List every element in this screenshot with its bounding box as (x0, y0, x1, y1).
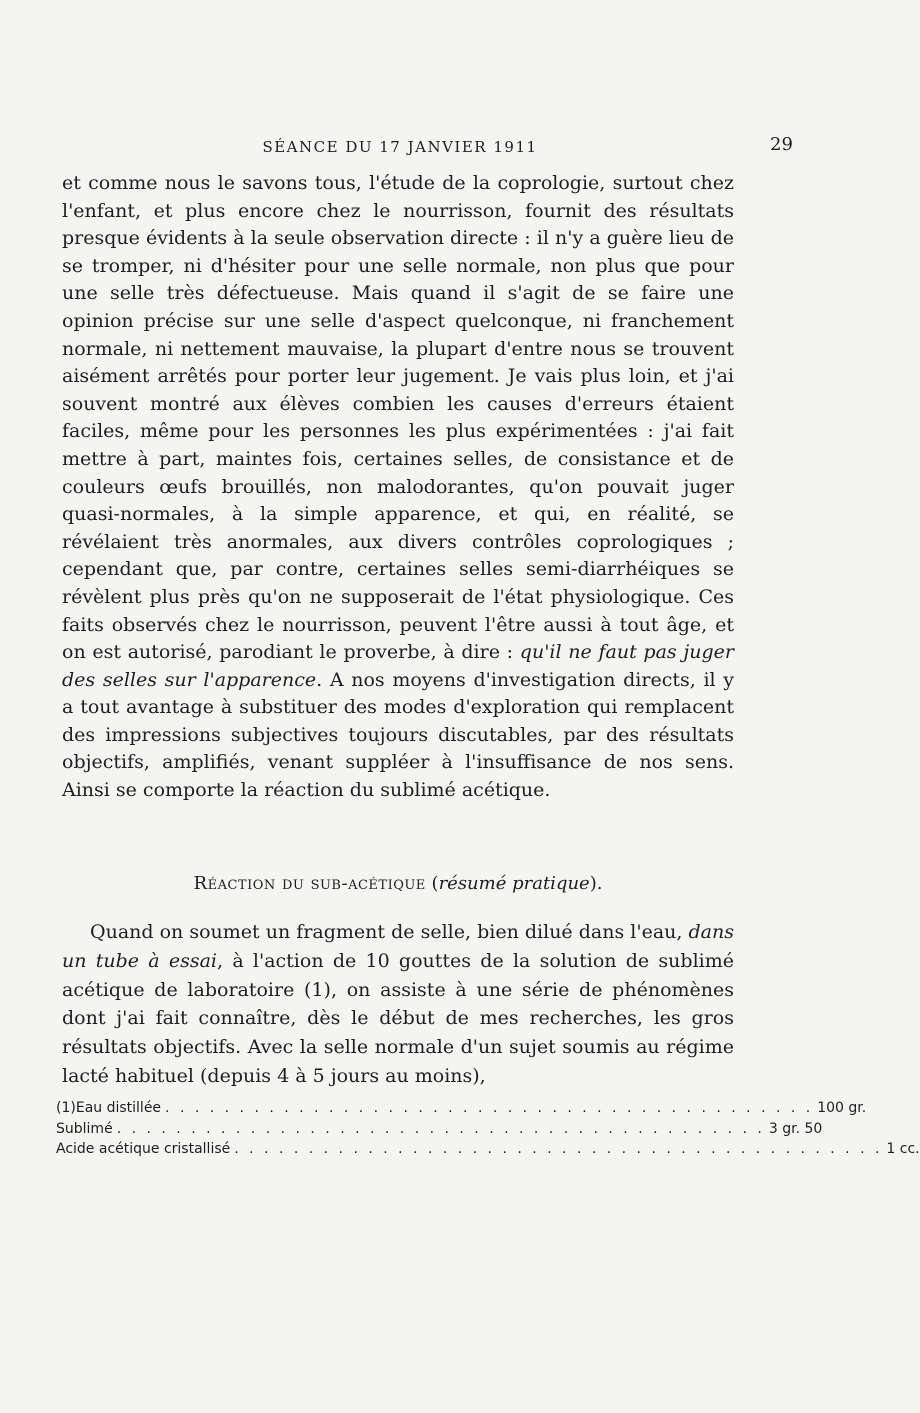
section-heading-title: Réaction du sub-acétique (193, 873, 426, 894)
footnote-item-qty: 100 gr. (817, 1100, 867, 1116)
page-number: 29 (770, 134, 793, 155)
footnote (56, 1098, 920, 1160)
running-head: SÉANCE DU 17 JANVIER 1911 (262, 138, 538, 156)
paragraph-text (62, 918, 734, 1091)
section-heading-italic: résumé pratique (438, 873, 590, 894)
paragraph-part-2: . A nos moyens d'investigation directs, il y a tout avantage à substituer des modes d'exploration qui remplacent des impressions subjectives toujours discutables, par des résultats objectifs, amplifiés, venant suppléer à l'insuffisance de nos sens. Ainsi se comporte la réaction du sublimé acétique. (62, 668, 735, 802)
section-heading-close: ). (589, 873, 603, 894)
leader-dots: . . . . . . . . . . . . . . . . . . . . . . . . . . . . . . . . . . . . . . . . . . . . (234, 1141, 883, 1157)
paragraph-part-1: Quand on soumet un fragment de selle, bien dilué dans l'eau, (90, 921, 689, 943)
body-paragraph-2 (62, 918, 734, 1091)
footnote-marker: (1) (56, 1100, 76, 1116)
body-paragraph-1 (62, 170, 734, 805)
section-heading (62, 873, 734, 894)
footnote-item-qty: 3 gr. 50 (768, 1120, 823, 1137)
footnote-item-label: Sublimé (56, 1120, 113, 1137)
footnote-row (56, 1139, 920, 1160)
paragraph-part-1: et comme nous le savons tous, l'étude de la coprologie, surtout chez l'enfant, et plus encore chez le nourrisson, fournit des résultats presque évidents à la seule observation directe : il n'y a guère lieu de se tromper, ni d'hésiter pour une selle normale, non plus que pour une selle très défectueuse. Mais quand il s'agit de se faire une opinion précise sur une selle d'aspect quelconque, ni franchement normale, ni nettement mauvaise, la plupart d'entre nous se trouvent aisément arrêtés pour porter leur jugement. Je vais plus loin, et j'ai souvent montré aux élèves combien les causes d'erreurs étaient faciles, même pour les personnes les plus expérimentées : j'ai fait mettre à part, maintes fois, certaines selles, de consistance et de couleurs œufs brouillés, non malodorantes, qu'on pouvait juger quasi-normales, à la simple apparence, et qui, en réalité, se révélaient très anormales, aux divers contrôles coprologiques ; cependant que, par contre, certaines selles semi-diarrhéiques se révèlent plus près qu'on ne supposerait de l'état physiologique. Ces faits observés chez le nourrisson, peuvent l'être aussi à tout âge, et on est autorisé, parodiant le proverbe, à dire : (62, 172, 734, 664)
footnote-row (56, 1119, 823, 1140)
footnote-item-qty: 1 cc. (886, 1141, 920, 1157)
leader-dots: . . . . . . . . . . . . . . . . . . . . . . . . . . . . . . . . . . . . . . . . . . . . (116, 1120, 765, 1137)
footnote-row (56, 1098, 867, 1119)
footnote-item-label: Eau distillée (75, 1100, 162, 1116)
leader-dots: . . . . . . . . . . . . . . . . . . . . . . . . . . . . . . . . . . . . . . . . . . . . (165, 1100, 814, 1116)
section-heading-open: ( (425, 873, 439, 894)
italic-quote: qu'il ne faut pas juger des selles sur l'apparence (62, 641, 734, 691)
italic-phrase: dans un tube à essai (62, 921, 734, 972)
paragraph-part-2: , à l'action de 10 gouttes de la solution de sublimé acétique de laboratoire (1), on assiste à une série de phénomènes dont j'ai fait connaître, dès le début de mes recherches, les gros résultats objectifs. Avec la selle normale d'un sujet soumis au régime lacté habituel (depuis 4 à 5 jours au moins), (62, 949, 734, 1087)
paragraph-text (62, 170, 734, 805)
footnote-item-label: Acide acétique cristallisé (56, 1141, 231, 1157)
